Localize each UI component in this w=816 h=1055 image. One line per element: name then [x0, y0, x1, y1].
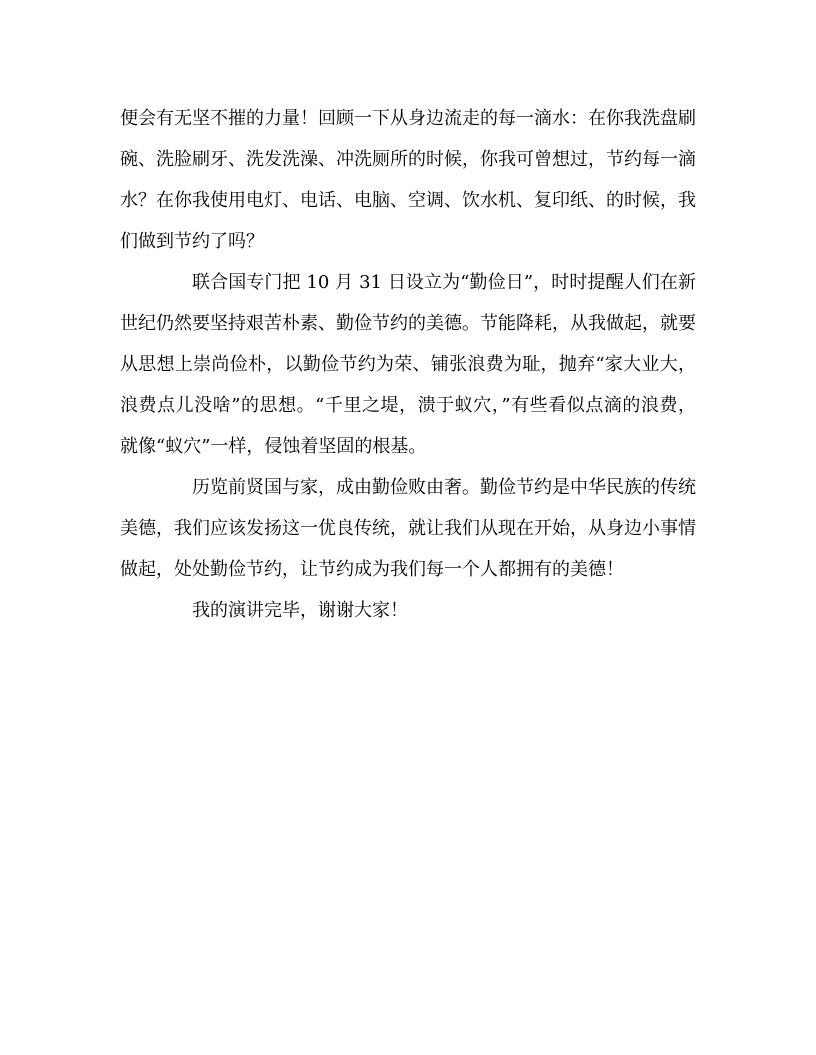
paragraph-continuation: 便会有无坚不摧的力量！回顾一下从身边流走的每一滴水：在你我洗盘刷碗、洗脸刷牙、洗发洗澡、冲洗厕所的时候，你我可曾想过，节约每一滴水？在你我使用电灯、电话、电脑、空调、饮水机、复印纸、的时候，我们做到节约了吗？	[120, 108, 696, 252]
paragraph-closing: 我的演讲完毕，谢谢大家！	[192, 600, 408, 621]
paragraph-tradition: 历览前贤国与家，成由勤俭败由奢。勤俭节约是中华民族的传统美德，我们应该发扬这一优良传统，就让我们从现在开始，从身边小事情做起，处处勤俭节约，让节约成为我们每一个人都拥有的美德！	[120, 477, 696, 580]
document-body	[120, 98, 696, 631]
paragraph-frugality-day: 联合国专门把 10 月 31 日设立为“勤俭日”，时时提醒人们在新世纪仍然要坚持艰苦朴素、勤俭节约的美德。节能降耗，从我做起，就要从思想上崇尚俭朴，以勤俭节约为荣、铺张浪费为耻，抛弃“家大业大，浪费点儿没啥”的思想。“千里之堤，溃于蚁穴，”有些看似点滴的浪费，就像“蚁穴”一样，侵蚀着坚固的根基。	[120, 272, 696, 457]
